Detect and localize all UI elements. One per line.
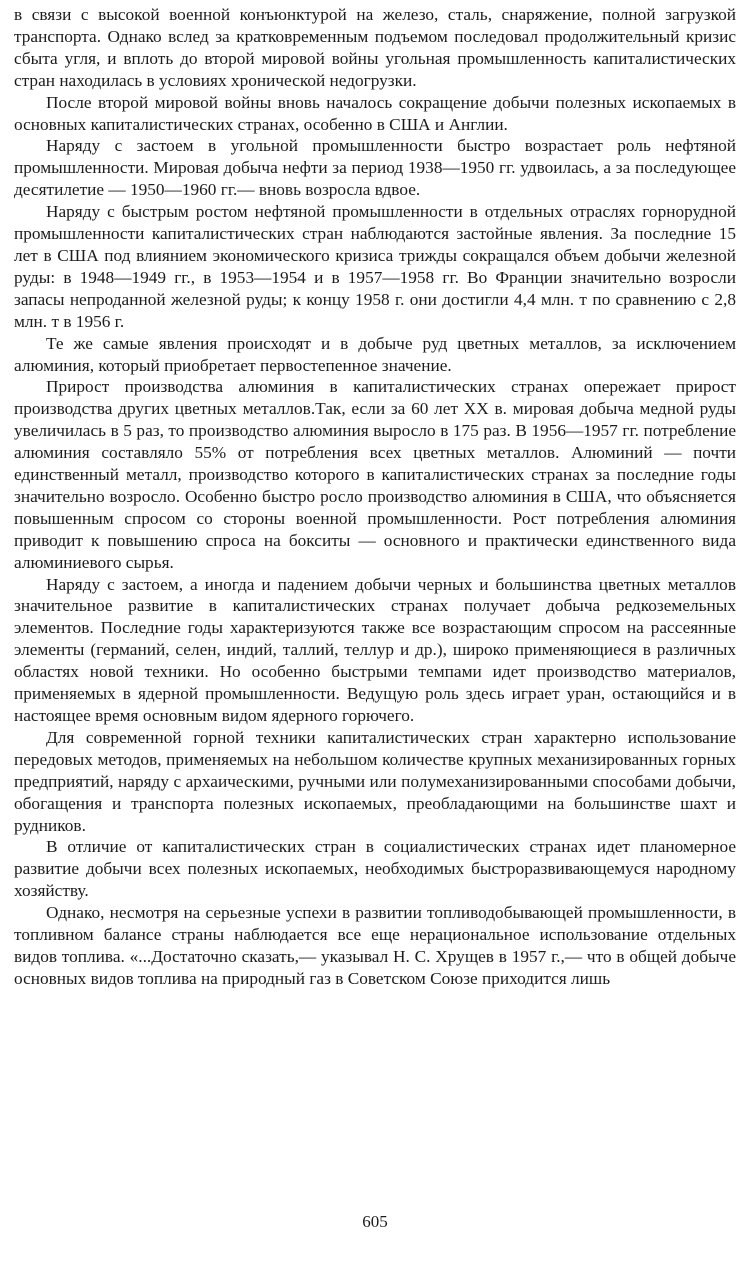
paragraph-9: В отличие от капиталистических стран в социалистических странах идет планомерное развитие добычи всех полезных ископаемых, необходимых быстроразвивающемуся народному хозяйству. [14, 837, 736, 901]
paragraph-8: Для современной горной техники капиталистических стран характерно использование передовых методов, применяемых на небольшом количестве крупных механизированных горных предприятий, наряду с архаическими, ручными или полумеханизированными способами добычи, обогащения и транспорта полезных ископаемых, преобладающими на большинстве шахт и рудников. [14, 727, 736, 835]
page-number: 605 [362, 1212, 388, 1231]
paragraph-10: Однако, несмотря на серьезные успехи в развитии топливодобывающей промышленности, в топливном балансе страны наблюдается все еще нерациональное использование отдельных видов топлива. «...Достаточно сказать,— указывал Н. С. Хрущев в 1957 г.,— что в общей добыче основных видов топлива на природный газ в Советском Союзе приходится лишь [14, 903, 736, 988]
paragraph-1: в связи с высокой военной конъюнктурой на железо, сталь, снаряжение, полной загрузкой транспорта. Однако вслед за кратковременным подъемом последовал продолжительный кризис сбыта угля, и вплоть до второй мировой войны угольная промышленность капиталистических стран находилась в условиях хронической недогрузки. [14, 5, 736, 90]
paragraph-4: Наряду с быстрым ростом нефтяной промышленности в отдельных отраслях горнорудной промышленности капиталистических стран наблюдаются застойные явления. За последние 15 лет в США под влиянием экономического кризиса трижды сокращался объем добычи железной руды: в 1948—1949 гг., в 1953—1954 и в 1957—1958 гг. Во Франции значительно возросли запасы непроданной железной руды; к концу 1958 г. они достигли 4,4 млн. т по сравнению с 2,8 млн. т в 1956 г. [14, 202, 736, 331]
page-body [14, 4, 736, 990]
paragraph-5: Те же самые явления происходят и в добыче руд цветных металлов, за исключением алюминия, который приобретает первостепенное значение. [14, 333, 736, 375]
paragraph-2: После второй мировой войны вновь началось сокращение добычи полезных ископаемых в основных капиталистических странах, особенно в США и Англии. [14, 92, 736, 134]
paragraph-7: Наряду с застоем, а иногда и падением добычи черных и большинства цветных металлов значительное развитие в капиталистических странах получает добыча редкоземельных элементов. Последние годы характеризуются также все возрастающим спросом на рассеянные элементы (германий, селен, индий, таллий, теллур и др.), широко применяющиеся в различных областях новой техники. Но особенно быстрыми темпами идет производство материалов, применяемых в ядерной промышленности. Ведущую роль здесь играет уран, остающийся и в настоящее время основным видом ядерного горючего. [14, 574, 736, 725]
paragraph-6: Прирост производства алюминия в капиталистических странах опережает прирост производства других цветных металлов.Так, если за 60 лет XX в. мировая добыча медной руды увеличилась в 5 раз, то производство алюминия выросло в 175 раз. В 1956—1957 гг. потребление алюминия составляло 55% от потребления всех цветных металлов. Алюминий — почти единственный металл, производство которого в капиталистических странах за последние годы значительно возросло. Особенно быстро росло производство алюминия в США, что объясняется повышенным спросом со стороны военной промышленности. Рост потребления алюминия приводит к повышению спроса на бокситы — основного и практически единственного вида алюминиевого сырья. [14, 377, 736, 572]
paragraph-3: Наряду с застоем в угольной промышленности быстро возрастает роль нефтяной промышленности. Мировая добыча нефти за период 1938—1950 гг. удвоилась, а за последующее десятилетие — 1950—1960 гг.— вновь возросла вдвое. [14, 136, 736, 200]
